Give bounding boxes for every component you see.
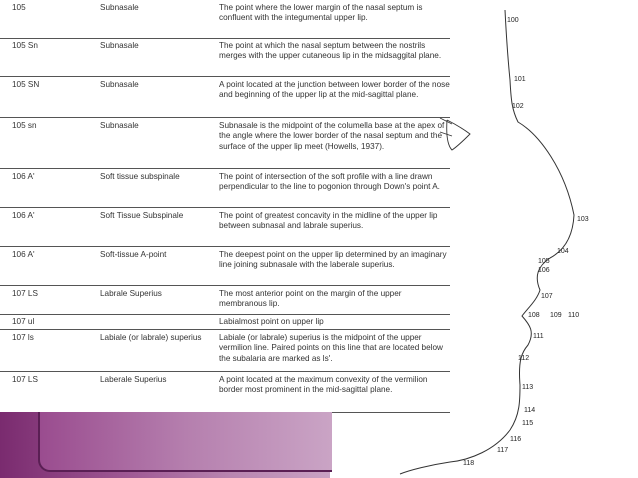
landmark-name: Subnasale: [100, 80, 139, 89]
landmark-description: A point located at the junction between lower border of the nose and beginning of the upper lip at the mid-sagittal plane.: [219, 80, 450, 100]
table-row: [0, 372, 450, 413]
landmark-label: 103: [577, 216, 589, 223]
landmark-name: Subnasale: [100, 121, 139, 130]
landmark-label: 110: [568, 312, 580, 319]
landmark-name: Labrale Superius: [100, 289, 162, 298]
table-row: [0, 77, 450, 118]
table-row: [0, 315, 450, 330]
landmark-label: 117: [497, 447, 509, 454]
landmark-label: 106: [538, 267, 550, 274]
table-row: [0, 286, 450, 315]
landmark-label: 108: [528, 312, 540, 319]
table-row: [0, 0, 450, 39]
landmark-code: 105 sn: [12, 121, 37, 130]
landmark-description: Subnasale is the midpoint of the columella base at the apex of the angle where the lower border of the nasal septum and the surface of the upper lip meet (Howells, 1937).: [219, 121, 445, 151]
landmark-code: 107 ls: [12, 333, 34, 342]
table-row: [0, 169, 450, 208]
landmark-description: Labiale (or labrale) superius is the midpoint of the upper vermilion line. Paired points on this line that are located below the subalaria are marked as ls'.: [219, 333, 443, 363]
landmark-name: Subnasale: [100, 3, 139, 12]
landmark-label: 118: [463, 460, 475, 467]
landmark-description: Labialmost point on upper lip: [219, 317, 324, 326]
landmark-description: The point of greatest concavity in the midline of the upper lip between subnasal and labrale superius.: [219, 211, 438, 231]
table-row: [0, 208, 450, 247]
profile-outline: [400, 10, 574, 474]
table-row: [0, 247, 450, 286]
landmark-name: Laberale Superius: [100, 375, 167, 384]
landmark-code: 105: [12, 3, 26, 12]
landmark-label: 116: [510, 436, 522, 443]
decorative-purple-panel: [38, 412, 332, 472]
landmark-label: 107: [541, 293, 553, 300]
landmark-label: 115: [522, 420, 534, 427]
landmark-label: 111: [533, 333, 544, 340]
landmark-code: 105 SN: [12, 80, 40, 89]
landmark-description: The point of intersection of the soft profile with a line drawn perpendicular to the line to pogonion through Down's point A.: [219, 172, 440, 192]
table-row: [0, 118, 450, 169]
landmark-label: 112: [518, 355, 530, 362]
landmark-description: The point where the lower margin of the nasal septum is confluent with the integumental upper lip.: [219, 3, 423, 23]
landmark-label: 101: [514, 76, 526, 83]
landmark-name: Soft-tissue A-point: [100, 250, 167, 259]
landmark-label: 113: [522, 384, 534, 391]
landmark-description: The point at which the nasal septum between the nostrils merges with the upper cutaneous lip in the midsaggital plane.: [219, 41, 442, 61]
landmark-name: Soft Tissue Subspinale: [100, 211, 184, 220]
landmark-name: Soft tissue subspinale: [100, 172, 180, 181]
ear-contour: [440, 118, 452, 136]
landmark-code: 107 ul: [12, 317, 35, 326]
landmark-code: 107 LS: [12, 375, 38, 384]
landmark-code: 106 A': [12, 250, 35, 259]
landmark-points: [463, 17, 589, 467]
landmark-code: 106 A': [12, 211, 35, 220]
table-row: [0, 38, 450, 77]
landmark-label: 105: [538, 258, 550, 265]
landmark-name: Subnasale: [100, 41, 139, 50]
landmark-label: 100: [507, 17, 519, 24]
landmark-description: The most anterior point on the margin of the upper membranous lip.: [219, 289, 402, 309]
landmark-description: A point located at the maximum convexity of the vermilion border most prominent in the mid-sagittal plane.: [219, 375, 428, 395]
landmark-label: 114: [524, 407, 536, 414]
landmark-code: 106 A': [12, 172, 35, 181]
landmark-label: 104: [557, 248, 569, 255]
table-row: [0, 330, 450, 372]
landmark-code: 105 Sn: [12, 41, 38, 50]
landmark-label: 102: [512, 103, 524, 110]
soft-tissue-profile-diagram: [390, 0, 638, 478]
landmark-name: Labiale (or labrale) superius: [100, 333, 202, 342]
landmark-label: 109: [550, 312, 562, 319]
landmark-description: The deepest point on the upper lip determined by an imaginary line joining subnasale with the laberale superius.: [219, 250, 447, 270]
landmark-code: 107 LS: [12, 289, 38, 298]
